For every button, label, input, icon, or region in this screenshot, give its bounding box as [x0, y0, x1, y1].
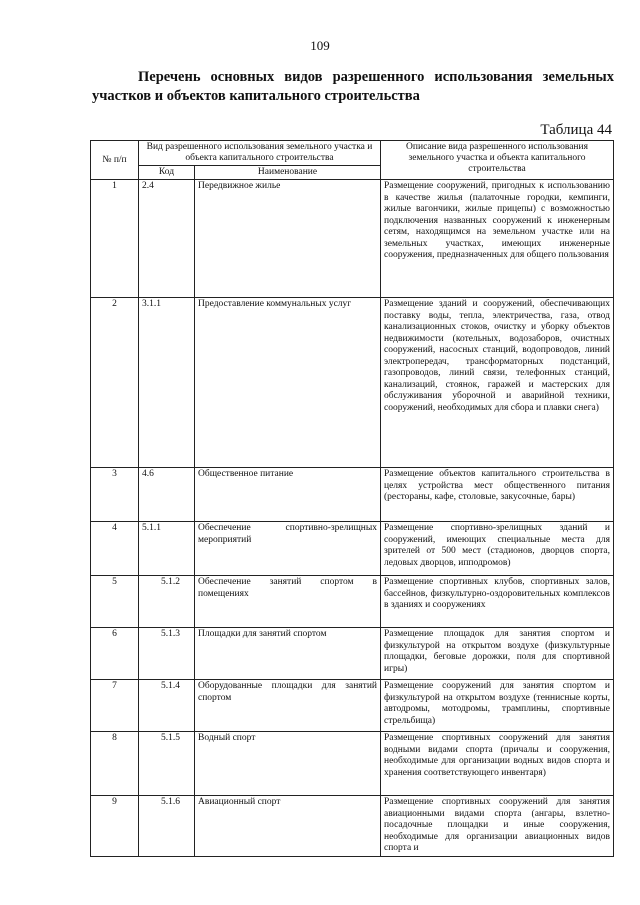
row-number: 4	[91, 522, 139, 576]
row-number: 8	[91, 732, 139, 796]
table-row	[91, 680, 614, 732]
permitted-use-table	[90, 140, 614, 857]
row-description: Размещение спортивных сооружений для занятия авиационными видами спорта (ангары, взлетно-посадочные площадки и иные сооружения, необходимые для организации авиационных видов спорта и	[381, 796, 614, 857]
row-code: 2.4	[139, 180, 195, 298]
row-description: Размещение сооружений, пригодных к использованию в качестве жилья (палаточные городки, кемпинги, жилые вагончики, жилые прицепы) с возможностью подключения названных сооружений к инженерным сетям, находящимся на земельном участке или на земельных участках, имеющих инженерные сооружения, предназначенных для общего пользования	[381, 180, 614, 298]
row-code: 5.1.1	[139, 522, 195, 576]
row-name: Передвижное жилье	[195, 180, 381, 298]
row-number: 1	[91, 180, 139, 298]
table-row	[91, 628, 614, 680]
header-code: Код	[139, 166, 195, 180]
header-name: Наименование	[195, 166, 381, 180]
header-group: Вид разрешенного использования земельного участка и объекта капитального строительства	[139, 141, 381, 166]
row-name: Общественное питание	[195, 468, 381, 522]
row-description: Размещение сооружений для занятия спортом и физкультурой на открытом воздухе (теннисные корты, автодромы, мотодромы, трамплины, спортивные стрельбища)	[381, 680, 614, 732]
row-number: 3	[91, 468, 139, 522]
row-code: 5.1.4	[139, 680, 195, 732]
table-row	[91, 298, 614, 468]
table-row	[91, 468, 614, 522]
row-number: 5	[91, 576, 139, 628]
table-row	[91, 732, 614, 796]
row-description: Размещение зданий и сооружений, обеспечивающих поставку воды, тепла, электричества, газа, отвод канализационных стоков, очистку и уборку объектов недвижимости (котельных, водозаборов, очистных сооружений, насосных станций, водопроводов, линий электропередач, трансформаторных подстанций, газопроводов, линий связи, телефонных станций, канализаций, стоянок, гаражей и мастерских для обслуживания уборочной и аварийной техники, сооружений, необходимых для сбора и плавки снега)	[381, 298, 614, 468]
row-description: Размещение спортивно-зрелищных зданий и сооружений, имеющих специальные места для зрителей от 500 мест (стадионов, дворцов спорта, ледовых дворцов, ипподромов)	[381, 522, 614, 576]
row-description: Размещение спортивных клубов, спортивных залов, бассейнов, физкультурно-оздоровительных комплексов в зданиях и сооружениях	[381, 576, 614, 628]
row-description: Размещение объектов капитального строительства в целях устройства мест общественного питания (рестораны, кафе, столовые, закусочные, бары)	[381, 468, 614, 522]
row-code: 5.1.2	[139, 576, 195, 628]
row-code: 4.6	[139, 468, 195, 522]
row-description: Размещение спортивных сооружений для занятия водными видами спорта (причалы и сооружения, необходимые для организации водных видов спорта и хранения соответствующего инвентаря)	[381, 732, 614, 796]
row-code: 3.1.1	[139, 298, 195, 468]
table-caption: Таблица 44	[540, 122, 612, 138]
row-name: Площадки для занятий спортом	[195, 628, 381, 680]
row-name: Водный спорт	[195, 732, 381, 796]
header-num: № п/п	[91, 141, 139, 180]
row-name: Обеспечение спортивно-зрелищных мероприятий	[195, 522, 381, 576]
row-name: Предоставление коммунальных услуг	[195, 298, 381, 468]
document-title: Перечень основных видов разрешенного использования земельных участков и объектов капитального строительства	[92, 69, 614, 104]
page-number: 109	[310, 38, 330, 53]
table-row	[91, 522, 614, 576]
table-row	[91, 180, 614, 298]
table-row	[91, 796, 614, 857]
header-description: Описание вида разрешенного использования земельного участка и объекта капитального строительства	[381, 141, 614, 180]
row-code: 5.1.6	[139, 796, 195, 857]
row-name: Обеспечение занятий спортом в помещениях	[195, 576, 381, 628]
table-row	[91, 576, 614, 628]
row-name: Авиационный спорт	[195, 796, 381, 857]
row-description: Размещение площадок для занятия спортом и физкультурой на открытом воздухе (физкультурные площадки, беговые дорожки, поля для спортивной игры)	[381, 628, 614, 680]
row-number: 2	[91, 298, 139, 468]
table-header-row	[91, 141, 614, 166]
row-code: 5.1.5	[139, 732, 195, 796]
row-name: Оборудованные площадки для занятий спортом	[195, 680, 381, 732]
row-number: 6	[91, 628, 139, 680]
row-number: 9	[91, 796, 139, 857]
row-code: 5.1.3	[139, 628, 195, 680]
row-number: 7	[91, 680, 139, 732]
